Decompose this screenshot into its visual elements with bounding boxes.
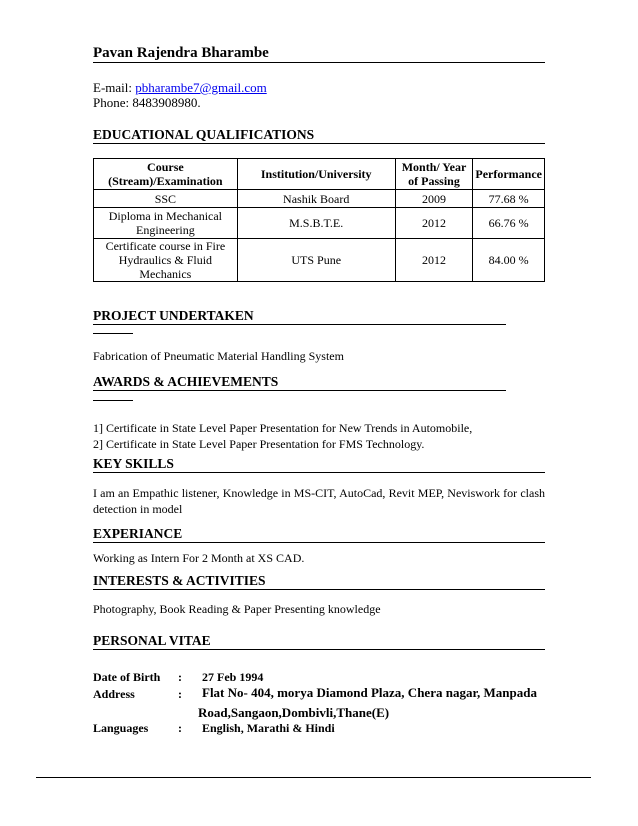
table-cell: 77.68 % xyxy=(473,190,545,208)
table-cell: 66.76 % xyxy=(473,208,545,239)
email-label: E-mail: xyxy=(93,80,136,95)
table-row xyxy=(94,239,545,282)
table-cell: UTS Pune xyxy=(237,239,395,282)
project-heading: PROJECT UNDERTAKEN xyxy=(93,307,506,325)
column-header: Month/ Year of Passing xyxy=(395,159,473,190)
project-text: Fabrication of Pneumatic Material Handling System xyxy=(93,349,344,363)
address-line-1: Flat No- 404, morya Diamond Plaza, Chera nagar, Manpada xyxy=(202,685,537,700)
colon: : xyxy=(178,670,182,684)
email-link[interactable]: pbharambe7@gmail.com xyxy=(135,80,267,95)
table-cell: Nashik Board xyxy=(237,190,395,208)
column-header: Institution/University xyxy=(237,159,395,190)
table-cell: Diploma in Mechanical Engineering xyxy=(94,208,238,239)
table-cell: Certificate course in Fire Hydraulics & Fluid Mechanics xyxy=(94,239,238,282)
table-row xyxy=(94,208,545,239)
colon: : xyxy=(178,687,182,701)
heading-underline-extension xyxy=(93,333,133,334)
footer-divider xyxy=(36,777,591,778)
interests-text: Photography, Book Reading & Paper Presenting knowledge xyxy=(93,602,381,616)
column-header: Performance xyxy=(473,159,545,190)
experience-heading: EXPERIANCE xyxy=(93,525,545,543)
phone-line: Phone: 8483908980. xyxy=(93,95,201,110)
awards-heading: AWARDS & ACHIEVEMENTS xyxy=(93,373,506,391)
colon: : xyxy=(178,721,182,735)
address-label: Address xyxy=(93,687,135,701)
email-line xyxy=(93,80,267,95)
skills-text: I am an Empathic listener, Knowledge in MS-CIT, AutoCad, Revit MEP, Neviswork for clash detection in model xyxy=(93,486,545,516)
dob-label: Date of Birth xyxy=(93,670,161,684)
column-header: Course (Stream)/Examination xyxy=(94,159,238,190)
table-cell: 2009 xyxy=(395,190,473,208)
dob-value: 27 Feb 1994 xyxy=(202,670,264,684)
table-cell: 2012 xyxy=(395,239,473,282)
table-cell: SSC xyxy=(94,190,238,208)
languages-value: English, Marathi & Hindi xyxy=(202,721,335,735)
table-row xyxy=(94,190,545,208)
award-item: 1] Certificate in State Level Paper Presentation for New Trends in Automobile, xyxy=(93,421,473,435)
candidate-name: Pavan Rajendra Bharambe xyxy=(93,44,545,63)
personal-heading: PERSONAL VITAE xyxy=(93,632,545,650)
education-heading: EDUCATIONAL QUALIFICATIONS xyxy=(93,126,545,144)
table-header-row xyxy=(94,159,545,190)
education-table xyxy=(93,158,545,282)
table-cell: 84.00 % xyxy=(473,239,545,282)
award-item: 2] Certificate in State Level Paper Presentation for FMS Technology. xyxy=(93,437,425,451)
experience-text: Working as Intern For 2 Month at XS CAD. xyxy=(93,551,305,565)
interests-heading: INTERESTS & ACTIVITIES xyxy=(93,572,545,590)
skills-heading: KEY SKILLS xyxy=(93,455,545,473)
address-line-2: Road,Sangaon,Dombivli,Thane(E) xyxy=(198,705,390,720)
languages-label: Languages xyxy=(93,721,149,735)
heading-underline-extension xyxy=(93,400,133,401)
table-cell: 2012 xyxy=(395,208,473,239)
table-cell: M.S.B.T.E. xyxy=(237,208,395,239)
